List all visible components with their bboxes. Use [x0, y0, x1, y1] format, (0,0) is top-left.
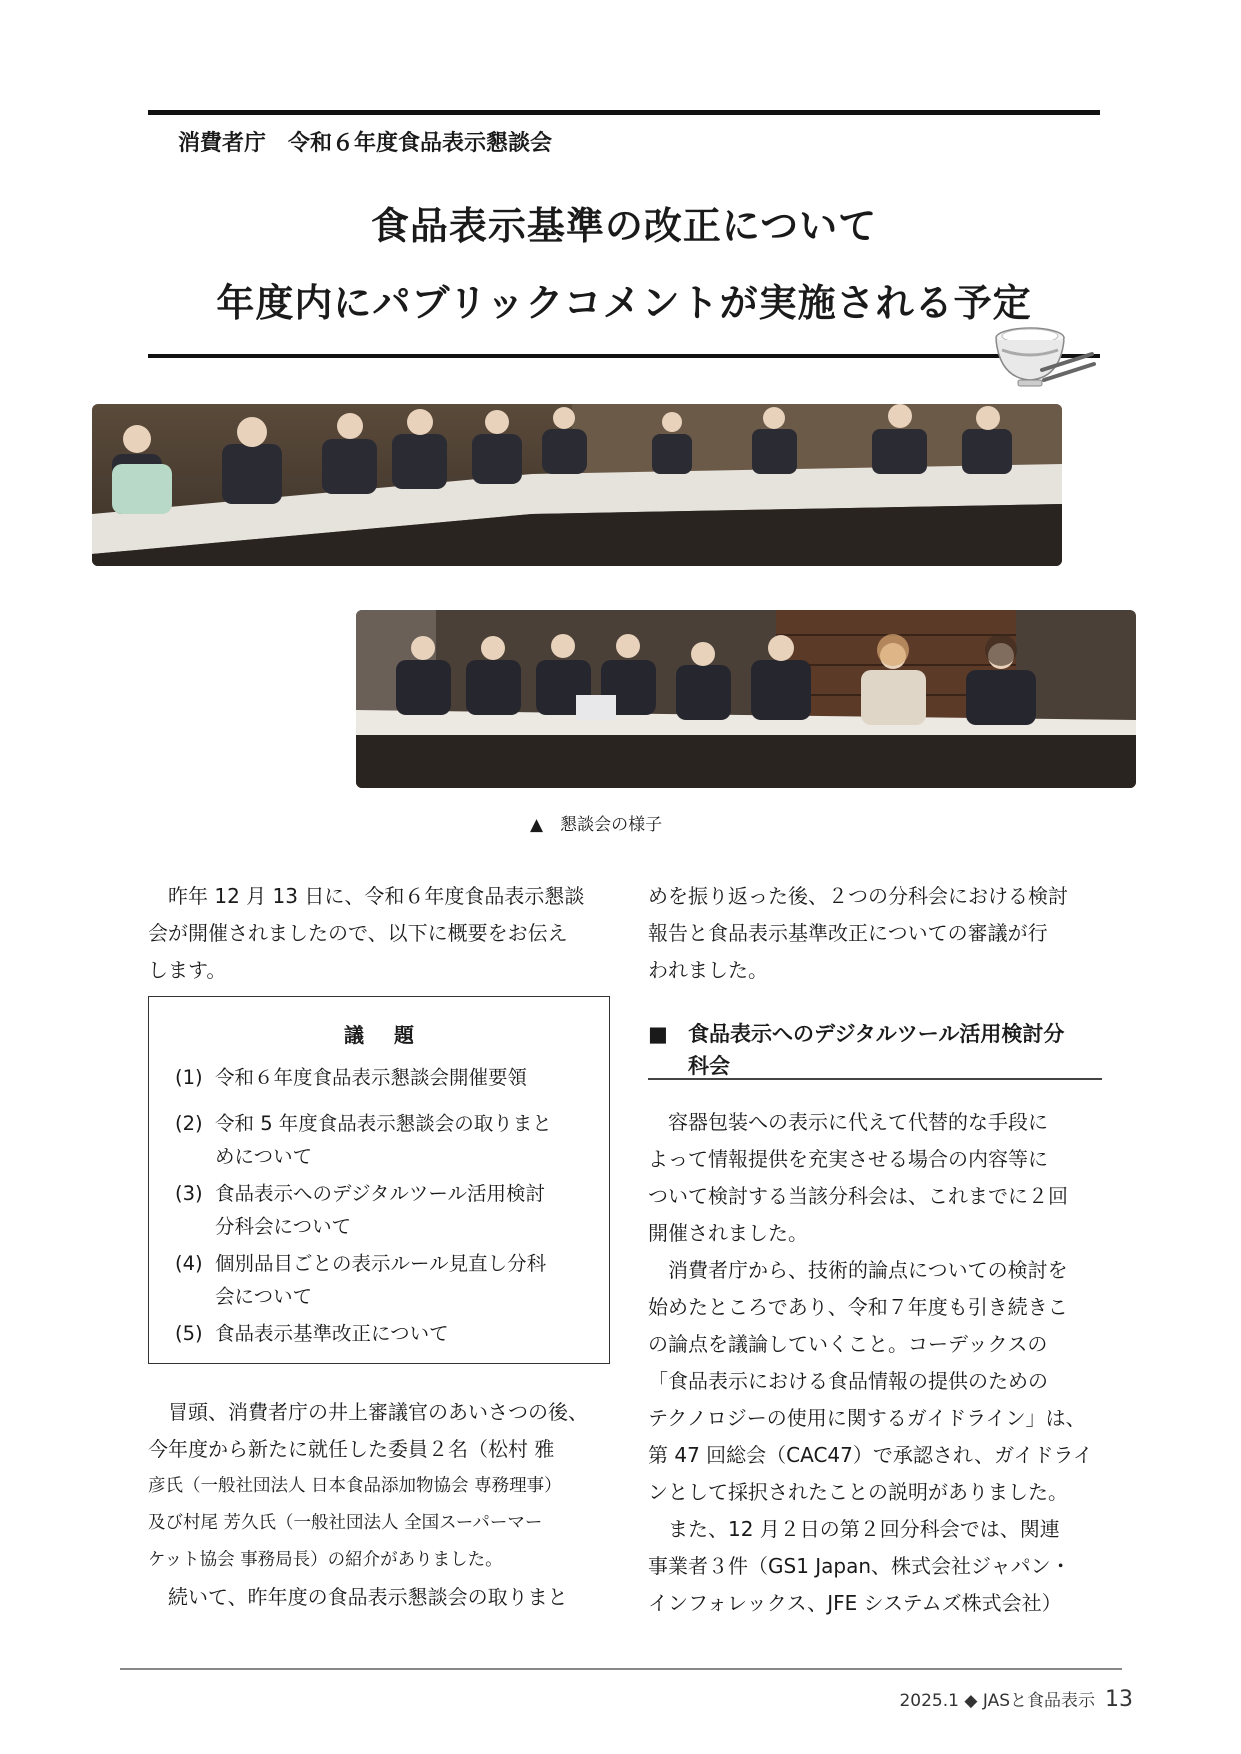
section-heading: [648, 1018, 1108, 1082]
agenda-item-number: (4): [175, 1252, 203, 1275]
agenda-item-text: 令和 5 年度食品表示懇談会の取りまと: [215, 1112, 552, 1135]
body-line: テクノロジーの使用に関するガイドライン」は、: [648, 1406, 1086, 1430]
body-line: 「食品表示における食品情報の提供のための: [648, 1369, 1048, 1393]
footer-rule: [120, 1668, 1122, 1670]
intro-line: 会が開催されましたので、以下に概要をお伝え: [148, 921, 568, 945]
agenda-item: [175, 1317, 595, 1350]
meeting-photo-2: [356, 610, 1136, 788]
body-right-paragraph: [648, 1104, 1110, 1622]
body-line: ンとして採択されたことの説明がありました。: [648, 1480, 1068, 1504]
agenda-item: [175, 1061, 595, 1094]
body-line: めを振り返った後、２つの分科会における検討: [648, 884, 1068, 908]
diamond-icon: ◆: [964, 1691, 978, 1711]
body-line: われました。: [648, 958, 768, 982]
body-right-top-paragraph: [648, 878, 1110, 989]
page-footer: [899, 1686, 1133, 1712]
body-line: また、12 月２日の第２回分科会では、関連: [668, 1517, 1060, 1541]
title-bottom-rule: [148, 354, 1100, 358]
body-line: 及び村尾 芳久氏（一般社団法人 全国スーパーマー: [148, 1513, 543, 1533]
issue-date: 2025.1: [899, 1691, 959, 1711]
agenda-item-text: 令和６年度食品表示懇談会開催要領: [215, 1066, 528, 1089]
body-line: 始めたところであり、令和７年度も引き続きこ: [648, 1295, 1068, 1319]
agenda-item-number: (3): [175, 1182, 203, 1205]
agenda-item: [175, 1177, 595, 1243]
intro-paragraph: [148, 878, 610, 989]
agenda-item-text: 個別品目ごとの表示ルール見直し分科: [215, 1252, 547, 1275]
agenda-item: [175, 1107, 595, 1173]
body-line: 容器包装への表示に代えて代替的な手段に: [668, 1110, 1048, 1134]
body-line: 冒頭、消費者庁の井上審議官のあいさつの後、: [168, 1400, 588, 1424]
agenda-item-text: 会について: [215, 1285, 313, 1308]
body-line: インフォレックス、JFE システムズ株式会社）: [648, 1591, 1062, 1615]
body-line: ケット協会 事務局長）の紹介がありました。: [148, 1550, 503, 1570]
body-line: 今年度から新たに就任した委員２名（松村 雅: [148, 1437, 555, 1461]
body-line: 事業者３件（GS1 Japan、株式会社ジャパン・: [648, 1554, 1071, 1578]
rice-bowl-icon: [986, 320, 1096, 398]
body-line: の論点を議論していくこと。コーデックスの: [648, 1332, 1048, 1356]
agenda-item: [175, 1247, 595, 1313]
section-title-line: 食品表示へのデジタルツール活用検討分: [688, 1022, 1065, 1046]
agenda-item-text: 分科会について: [215, 1215, 352, 1238]
article-title-line-1: 食品表示基準の改正について: [370, 204, 878, 248]
article-title-line-2: 年度内にパブリックコメントが実施される予定: [216, 281, 1032, 325]
intro-line: 昨年 12 月 13 日に、令和６年度食品表示懇談: [168, 884, 585, 908]
body-line: よって情報提供を充実させる場合の内容等に: [648, 1147, 1048, 1171]
agenda-item-number: (1): [175, 1066, 203, 1089]
intro-line: します。: [148, 958, 227, 982]
page-number: 13: [1105, 1687, 1133, 1712]
section-title-line: 科会: [688, 1054, 730, 1078]
body-line: 続いて、昨年度の食品表示懇談会の取りまと: [168, 1585, 568, 1609]
body-line: ついて検討する当該分科会は、これまでに２回: [648, 1184, 1068, 1208]
body-left-paragraph: [148, 1394, 610, 1616]
agenda-item-number: (2): [175, 1112, 203, 1135]
agenda-box: [148, 996, 610, 1364]
section-marker-icon: ■: [648, 1022, 668, 1046]
meeting-photo-1: [92, 404, 1062, 566]
series-label: 消費者庁 令和６年度食品表示懇談会: [178, 131, 553, 156]
agenda-item-text: めについて: [215, 1145, 313, 1168]
magazine-name: JASと食品表示: [982, 1691, 1095, 1711]
section-underline: [648, 1078, 1102, 1080]
agenda-item-text: 食品表示基準改正について: [215, 1322, 449, 1345]
body-line: 彦氏（一般社団法人 日本食品添加物協会 専務理事）: [148, 1476, 562, 1496]
body-line: 開催されました。: [648, 1221, 808, 1245]
body-line: 消費者庁から、技術的論点についての検討を: [668, 1258, 1068, 1282]
agenda-item-text: 食品表示へのデジタルツール活用検討: [215, 1182, 545, 1205]
photo-caption: ▲ 懇談会の様子: [530, 815, 663, 835]
body-line: 報告と食品表示基準改正についての審議が行: [648, 921, 1048, 945]
agenda-title: 議題: [344, 1023, 444, 1047]
agenda-item-number: (5): [175, 1322, 203, 1345]
body-line: 第 47 回総会（CAC47）で承認され、ガイドライ: [648, 1443, 1093, 1467]
header-top-rule: [148, 110, 1100, 115]
